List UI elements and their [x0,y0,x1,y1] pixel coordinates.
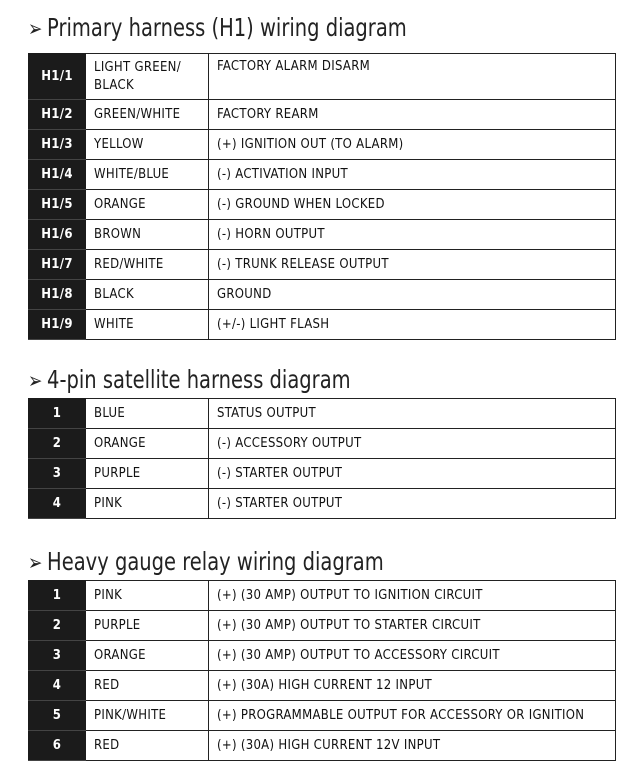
pin-cell: 5 [29,701,86,731]
wire-color-cell: PINK [86,489,209,519]
wire-color-cell: YELLOW [86,130,209,160]
function-cell: (-) ACCESSORY OUTPUT [209,429,616,459]
table-row [29,429,616,459]
table-row [29,641,616,671]
function-cell: (-) STARTER OUTPUT [209,459,616,489]
table-row [29,671,616,701]
wire-color-cell: RED [86,671,209,701]
wire-color-cell: ORANGE [86,641,209,671]
function-cell: (+) (30 AMP) OUTPUT TO STARTER CIRCUIT [209,611,616,641]
table-row [29,130,616,160]
section-heading [28,544,487,580]
wiring-table [28,53,616,340]
table-row [29,220,616,250]
pin-cell: H1/3 [29,130,86,160]
function-cell: (+/-) LIGHT FLASH [209,310,616,340]
table-row [29,611,616,641]
wiring-table [28,398,616,519]
section-title: 4-pin satellite harness diagram [47,365,351,394]
function-cell: FACTORY REARM [209,100,616,130]
table-row [29,54,616,100]
pin-cell: H1/5 [29,190,86,220]
pin-cell: 2 [29,611,86,641]
wire-color-cell: ORANGE [86,190,209,220]
function-cell: (-) TRUNK RELEASE OUTPUT [209,250,616,280]
pin-cell: H1/9 [29,310,86,340]
wire-color-cell: LIGHT GREEN/ BLACK [86,54,209,100]
section-title: Primary harness (H1) wiring diagram [47,13,407,42]
section-heading [28,362,487,398]
table-row [29,310,616,340]
section-title: Heavy gauge relay wiring diagram [47,547,384,576]
wire-color-cell: PURPLE [86,459,209,489]
table-row [29,701,616,731]
section-satellite-harness [28,362,616,519]
table-row [29,190,616,220]
wire-color-cell: BROWN [86,220,209,250]
wire-color-cell: RED [86,731,209,761]
function-cell: (-) GROUND WHEN LOCKED [209,190,616,220]
pin-cell: H1/4 [29,160,86,190]
function-cell: (+) IGNITION OUT (TO ALARM) [209,130,616,160]
arrow-icon: ➢ [28,551,43,576]
table-row [29,280,616,310]
pin-cell: H1/8 [29,280,86,310]
pin-cell: H1/1 [29,54,86,100]
wire-color-cell: ORANGE [86,429,209,459]
table-row [29,100,616,130]
table-row [29,160,616,190]
wire-color-cell: BLACK [86,280,209,310]
pin-cell: 4 [29,671,86,701]
table-row [29,399,616,429]
function-cell: (+) PROGRAMMABLE OUTPUT FOR ACCESSORY OR IGNITION [209,701,616,731]
pin-cell: 1 [29,581,86,611]
pin-cell: H1/7 [29,250,86,280]
pin-cell: 1 [29,399,86,429]
wire-color-cell: WHITE/BLUE [86,160,209,190]
wire-color-cell: WHITE [86,310,209,340]
wire-color-cell: PINK/WHITE [86,701,209,731]
table-row [29,731,616,761]
pin-cell: 4 [29,489,86,519]
wire-color-cell: BLUE [86,399,209,429]
wiring-table [28,580,616,761]
table-row [29,489,616,519]
function-cell: (-) HORN OUTPUT [209,220,616,250]
pin-cell: H1/6 [29,220,86,250]
wire-color-cell: GREEN/WHITE [86,100,209,130]
arrow-icon: ➢ [28,369,43,394]
wire-color-cell: PINK [86,581,209,611]
table-row [29,250,616,280]
function-cell: STATUS OUTPUT [209,399,616,429]
section-heading [28,10,487,46]
pin-cell: 3 [29,641,86,671]
function-cell: FACTORY ALARM DISARM [209,54,616,100]
table-row [29,581,616,611]
wire-color-cell: PURPLE [86,611,209,641]
pin-cell: 6 [29,731,86,761]
function-cell: (+) (30 AMP) OUTPUT TO IGNITION CIRCUIT [209,581,616,611]
function-cell: (-) ACTIVATION INPUT [209,160,616,190]
section-primary-harness [28,10,616,340]
arrow-icon: ➢ [28,17,43,42]
pin-cell: 2 [29,429,86,459]
function-cell: GROUND [209,280,616,310]
section-relay-wiring [28,544,616,761]
function-cell: (-) STARTER OUTPUT [209,489,616,519]
wire-color-cell: RED/WHITE [86,250,209,280]
pin-cell: 3 [29,459,86,489]
function-cell: (+) (30 AMP) OUTPUT TO ACCESSORY CIRCUIT [209,641,616,671]
table-row [29,459,616,489]
pin-cell: H1/2 [29,100,86,130]
function-cell: (+) (30A) HIGH CURRENT 12 INPUT [209,671,616,701]
function-cell: (+) (30A) HIGH CURRENT 12V INPUT [209,731,616,761]
